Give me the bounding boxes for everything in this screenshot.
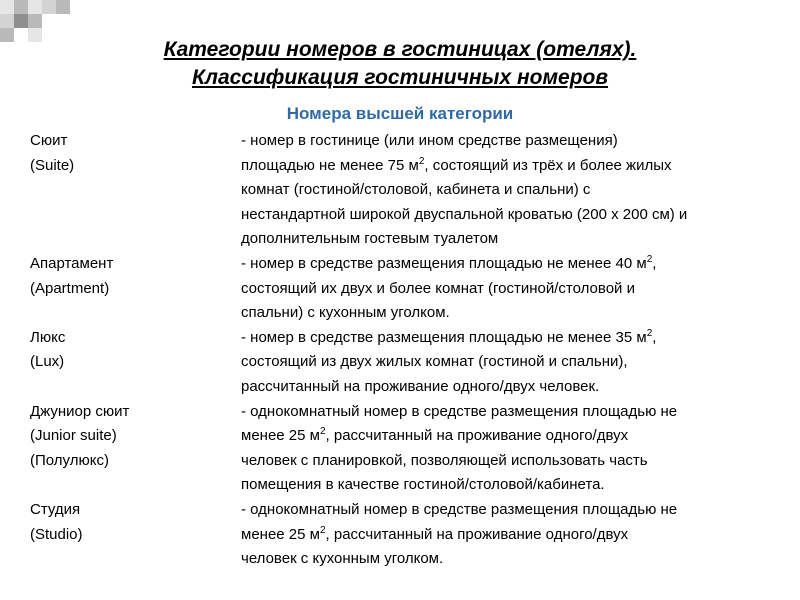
description-line xyxy=(241,498,790,523)
description-line xyxy=(241,203,790,228)
decor-square xyxy=(14,14,28,28)
description-line xyxy=(241,400,790,425)
description-text: - однокомнатный номер в средстве размещения площадью не xyxy=(241,500,678,518)
unit-superscript: 2 xyxy=(319,426,326,438)
decor-square xyxy=(14,0,28,14)
description-line xyxy=(241,449,790,474)
term-line: (Lux) xyxy=(30,353,65,371)
description-text-continued: , xyxy=(652,328,657,346)
description-text: - номер в гостинице (или ином средстве размещения) xyxy=(241,132,618,149)
description-text-continued: , xyxy=(652,254,657,272)
description-text: менее 25 м xyxy=(241,525,320,543)
description-line xyxy=(241,277,790,302)
room-category-row xyxy=(30,252,790,326)
description-text: - номер в средстве размещения площадью не менее 40 м xyxy=(241,254,647,272)
room-term xyxy=(30,326,241,400)
description-line xyxy=(241,375,790,400)
description-text: спальни) с кухонным уголком. xyxy=(241,304,450,322)
decor-square xyxy=(28,0,42,14)
description-text: помещения в качестве гостиной/столовой/кабинета. xyxy=(241,476,605,494)
room-description xyxy=(241,326,790,400)
description-line xyxy=(241,350,790,375)
description-text: состоящий из двух жилых комнат (гостиной и спальни), xyxy=(241,353,628,371)
term-line: (Apartment) xyxy=(30,279,110,297)
description-line xyxy=(241,178,790,203)
term-line: Студия xyxy=(30,500,81,518)
description-line xyxy=(241,154,790,179)
room-category-row xyxy=(30,129,790,252)
room-category-row xyxy=(30,326,790,400)
description-text: состоящий их двух и более комнат (гостиной/столовой и xyxy=(241,279,635,297)
decor-square xyxy=(28,14,42,28)
decor-square xyxy=(0,14,14,28)
room-category-row xyxy=(30,400,790,498)
description-text: площадью не менее 75 м xyxy=(241,156,419,174)
description-text: - номер в средстве размещения площадью не менее 35 м xyxy=(241,328,647,346)
unit-superscript: 2 xyxy=(418,155,425,167)
room-category-row xyxy=(30,498,790,572)
room-term xyxy=(30,252,241,326)
description-text-continued: , состоящий из трёх и более жилых xyxy=(424,156,672,174)
term-line: Люкс xyxy=(30,328,66,346)
description-line xyxy=(241,301,790,326)
room-description xyxy=(241,400,790,498)
section-subtitle: Номера высшей категории xyxy=(286,104,514,123)
decor-square xyxy=(42,0,56,14)
description-text-continued: , рассчитанный на проживание одного/двух xyxy=(325,525,629,543)
room-description xyxy=(241,129,790,252)
description-line xyxy=(241,523,790,548)
description-text: человек с планировкой, позволяющей использовать часть xyxy=(241,451,648,469)
description-text: нестандартной широкой двуспальной кроватью (200 х 200 см) и xyxy=(241,205,688,223)
decor-square xyxy=(56,0,70,14)
term-line: Апартамент xyxy=(30,254,114,272)
description-line xyxy=(241,547,790,572)
term-line: (Studio) xyxy=(30,525,83,543)
unit-superscript: 2 xyxy=(646,327,653,339)
term-line: (Suite) xyxy=(30,156,75,174)
term-line: (Полулюкс) xyxy=(30,451,109,469)
unit-superscript: 2 xyxy=(319,524,326,536)
description-text: рассчитанный на проживание одного/двух человек. xyxy=(241,377,600,395)
room-term xyxy=(30,400,241,498)
description-line xyxy=(241,129,790,154)
slide-title xyxy=(0,36,800,92)
description-line xyxy=(241,252,790,277)
description-line xyxy=(241,473,790,498)
room-term xyxy=(30,129,241,252)
title-line-2: Классификация гостиничных номеров xyxy=(191,66,609,89)
description-text: дополнительным гостевым туалетом xyxy=(241,230,499,248)
description-line xyxy=(241,227,790,252)
unit-superscript: 2 xyxy=(646,253,653,265)
description-text-continued: , рассчитанный на проживание одного/двух xyxy=(325,427,629,445)
description-text: человек с кухонным уголком. xyxy=(241,550,444,568)
description-text: менее 25 м xyxy=(241,427,320,445)
decor-square xyxy=(0,0,14,14)
room-description xyxy=(241,252,790,326)
title-line-1: Категории номеров в гостиницах (отелях). xyxy=(163,38,637,61)
term-line: Сюит xyxy=(30,132,68,149)
term-line: Джуниор сюит xyxy=(30,402,130,420)
description-line xyxy=(241,424,790,449)
term-line: (Junior suite) xyxy=(30,427,117,445)
description-text: - однокомнатный номер в средстве размещения площадью не xyxy=(241,402,678,420)
description-text: комнат (гостиной/столовой, кабинета и спальни) с xyxy=(241,181,591,199)
description-line xyxy=(241,326,790,351)
room-category-list xyxy=(30,129,790,572)
room-term xyxy=(30,498,241,572)
room-description xyxy=(241,498,790,572)
